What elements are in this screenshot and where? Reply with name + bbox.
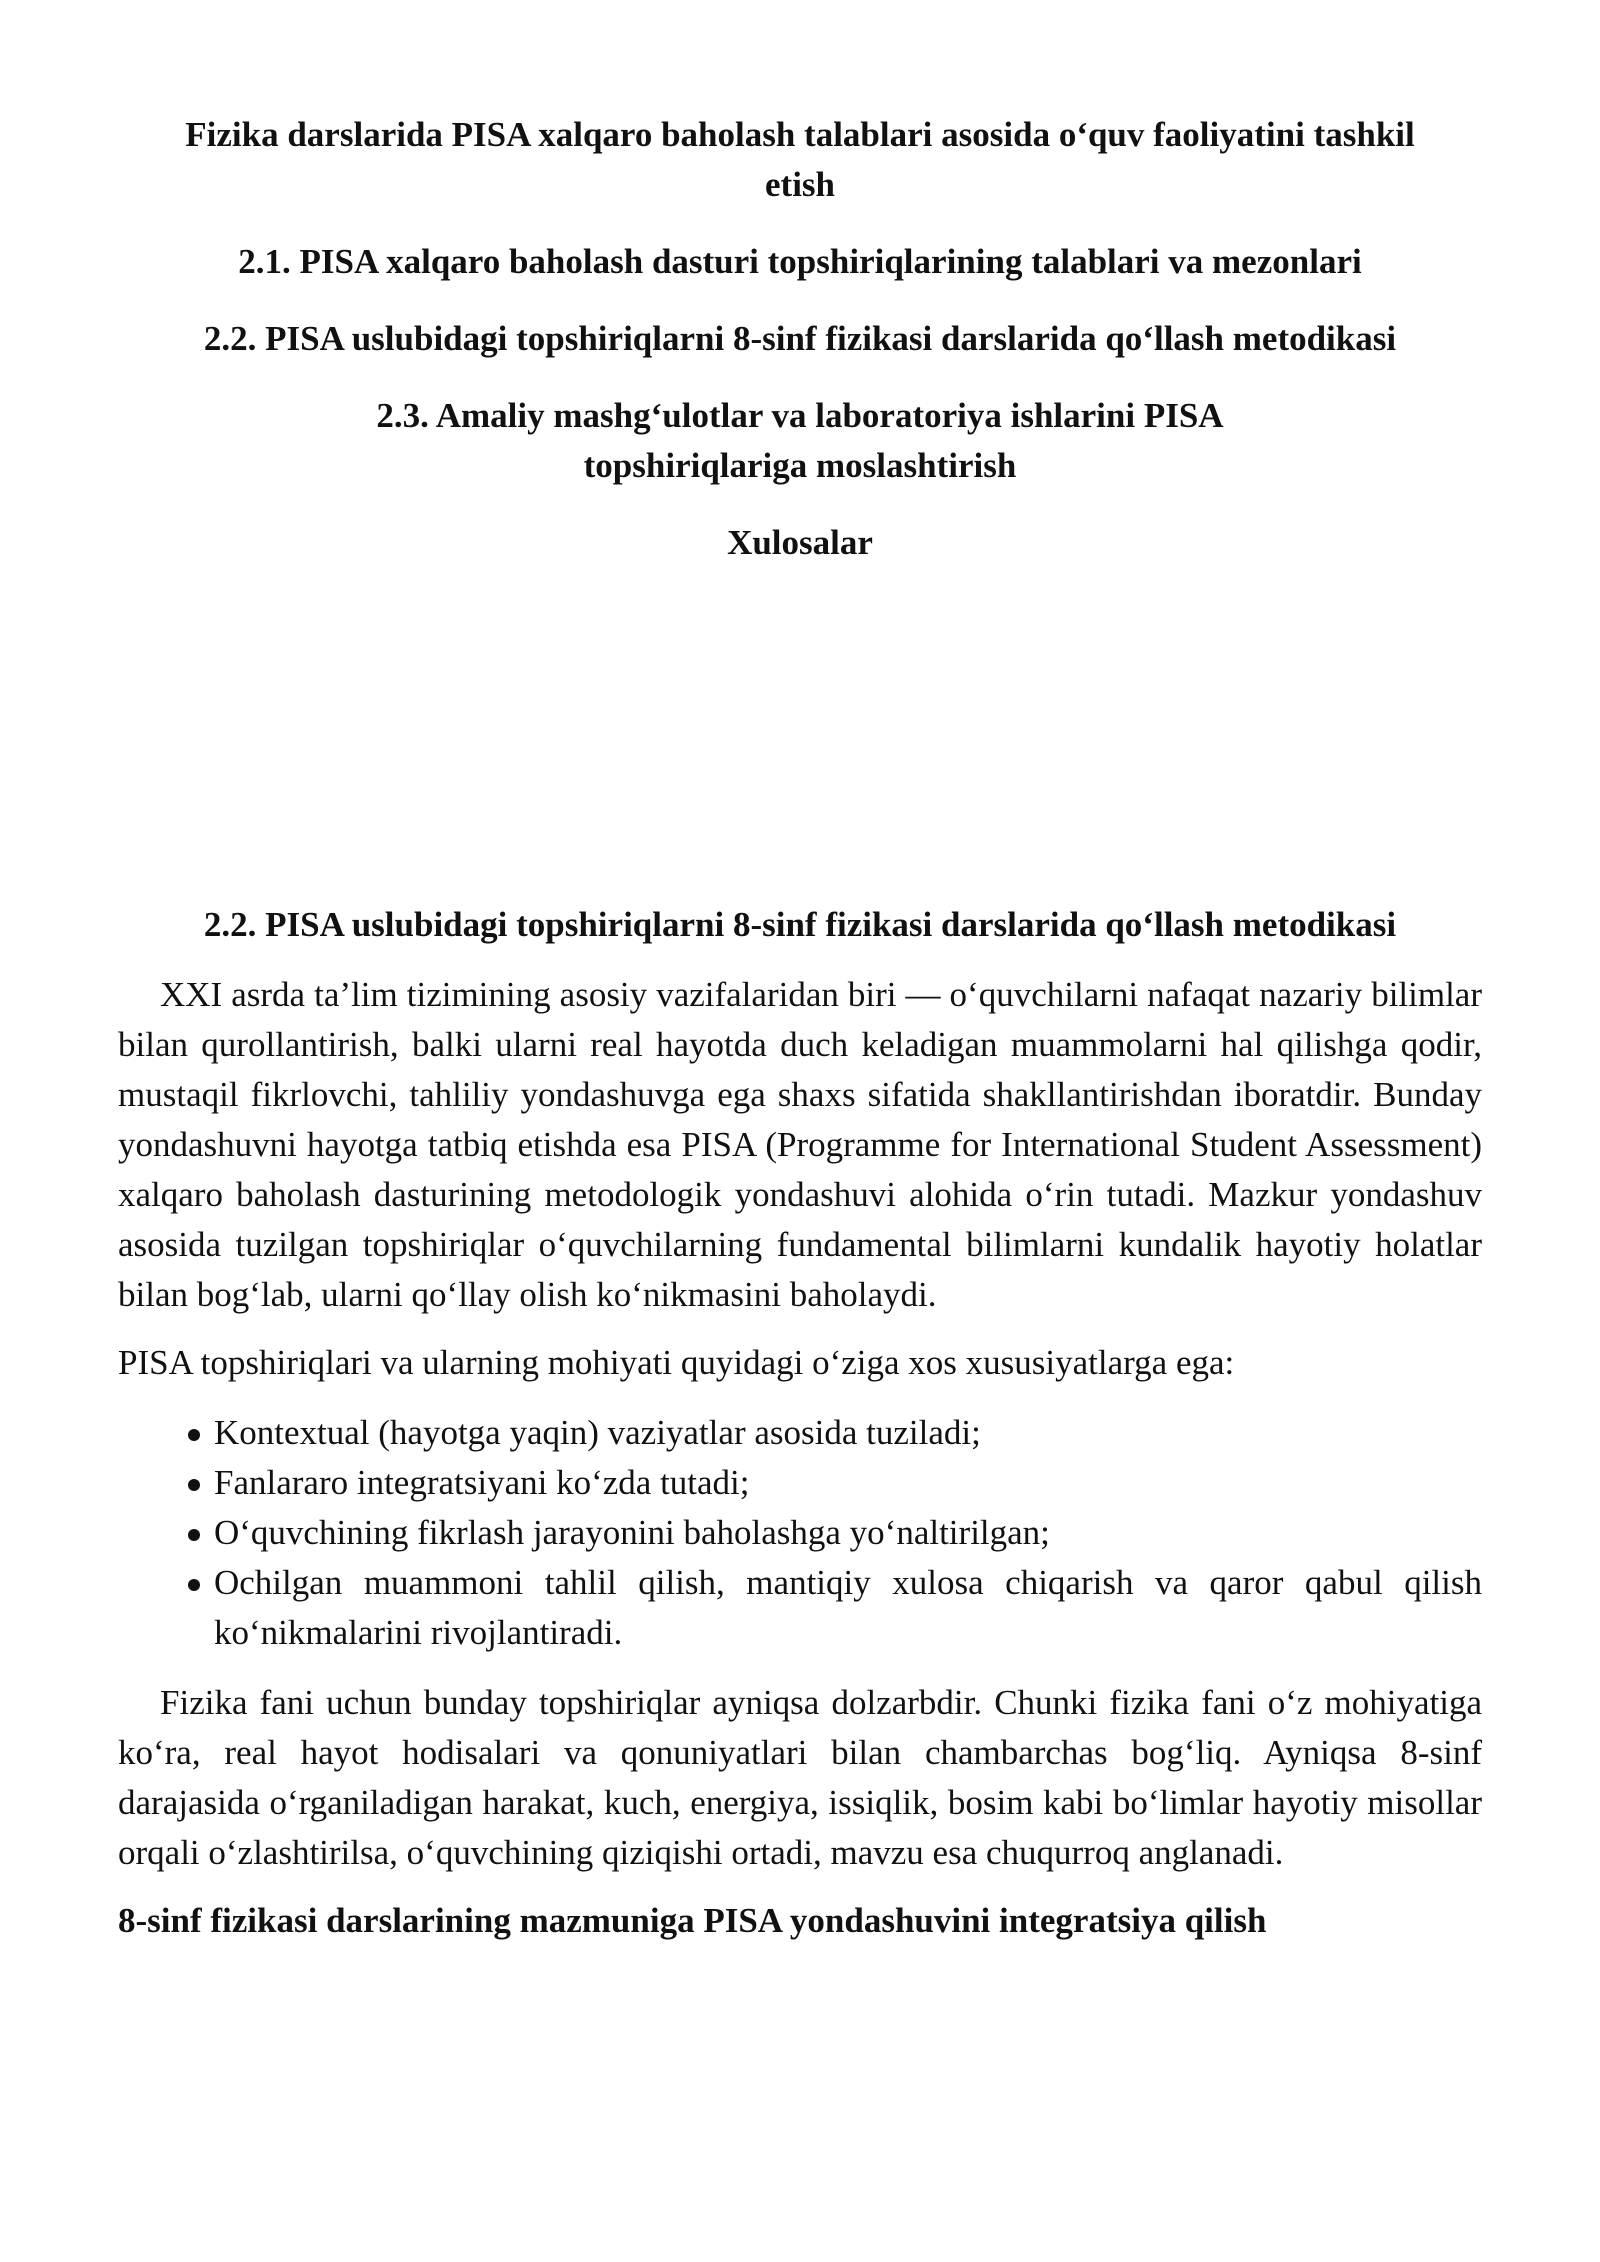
body-paragraph-2: Fizika fani uchun bunday topshiriqlar ayniqsa dolzarbdir. Chunki fizika fani o‘z mohiyatiga ko‘ra, real hayot hodisalari va qonuniyatlari bilan chambarchas bog‘liq. Ayniqsa 8-sinf darajasida o‘rganiladigan harakat, kuch, energiya, issiqlik, bosim kabi bo‘limlar hayotiy misollar orqali o‘zlashtirilsa, o‘quvchining qiziqishi ortadi, mavzu esa chuqurroq anglanadi. <box>118 1683 1482 1872</box>
body-paragraph-1: XXI asrda ta’lim tizimining asosiy vazifalaridan biri — o‘quvchilarni nafaqat nazariy bilimlar bilan qurollantirish, balki ularni real hayotda duch keladigan muammolarni hal qilishga qodir, mustaqil fikrlovchi, tahliliy yondashuvga ega shaxs sifatida shakllantirishdan iboratdir. Bunday yondashuvni hayotga tatbiq etishda esa PISA (Programme for International Student Assessment) xalqaro baholash dasturining metodologik yondashuvi alohida o‘rin tutadi. Mazkur yondashuv asosida tuzilgan topshiriqlar o‘quvchilarning fundamental bilimlarni kundalik hayotiy holatlar bilan bog‘lab, ularni qo‘llay olish ko‘nikmasini baholaydi. <box>118 975 1482 1314</box>
bullet-icon <box>188 1479 200 1491</box>
table-of-contents <box>120 110 1480 595</box>
bullet-icon <box>188 1529 200 1541</box>
list-item <box>194 1508 1482 1558</box>
list-item-text: Fanlararo integratsiyani ko‘zda tutadi; <box>214 1463 750 1502</box>
list-item <box>194 1458 1482 1508</box>
section-heading: 2.2. PISA uslubidagi topshiriqlarni 8-sinf fizikasi darslarida qo‘llash metodikasi <box>203 905 1397 944</box>
toc-title: Fizika darslarida PISA xalqaro baholash talablari asosida o‘quv faoliyatini tashkil etish <box>185 115 1415 204</box>
list-item-text: Kontextual (hayotga yaqin) vaziyatlar asosida tuziladi; <box>214 1413 981 1452</box>
list-intro: PISA topshiriqlari va ularning mohiyati quyidagi o‘ziga xos xususiyatlarga ega: <box>118 1343 1235 1382</box>
list-item <box>194 1558 1482 1658</box>
bullet-icon <box>188 1429 200 1441</box>
toc-item-2-3: 2.3. Amaliy mashg‘ulotlar va laboratoriya ishlarini PISA topshiriqlariga moslashtirish <box>376 396 1224 485</box>
subheading: 8-sinf fizikasi darslarining mazmuniga PISA yondashuvini integratsiya qilish <box>118 1901 1267 1940</box>
section-content <box>118 900 1482 1946</box>
list-item <box>194 1408 1482 1458</box>
feature-list <box>118 1408 1482 1658</box>
bullet-icon <box>188 1579 200 1591</box>
toc-item-2-2: 2.2. PISA uslubidagi topshiriqlarni 8-sinf fizikasi darslarida qo‘llash metodikasi <box>203 319 1397 358</box>
toc-conclusions: Xulosalar <box>727 523 873 562</box>
list-item-text: O‘quvchining fikrlash jarayonini baholashga yo‘naltirilgan; <box>214 1513 1050 1552</box>
toc-item-2-1: 2.1. PISA xalqaro baholash dasturi topshiriqlarining talablari va mezonlari <box>238 242 1362 281</box>
list-item-text: Ochilgan muammoni tahlil qilish, mantiqiy xulosa chiqarish va qaror qabul qilish ko‘nikmalarini rivojlantiradi. <box>214 1563 1482 1652</box>
